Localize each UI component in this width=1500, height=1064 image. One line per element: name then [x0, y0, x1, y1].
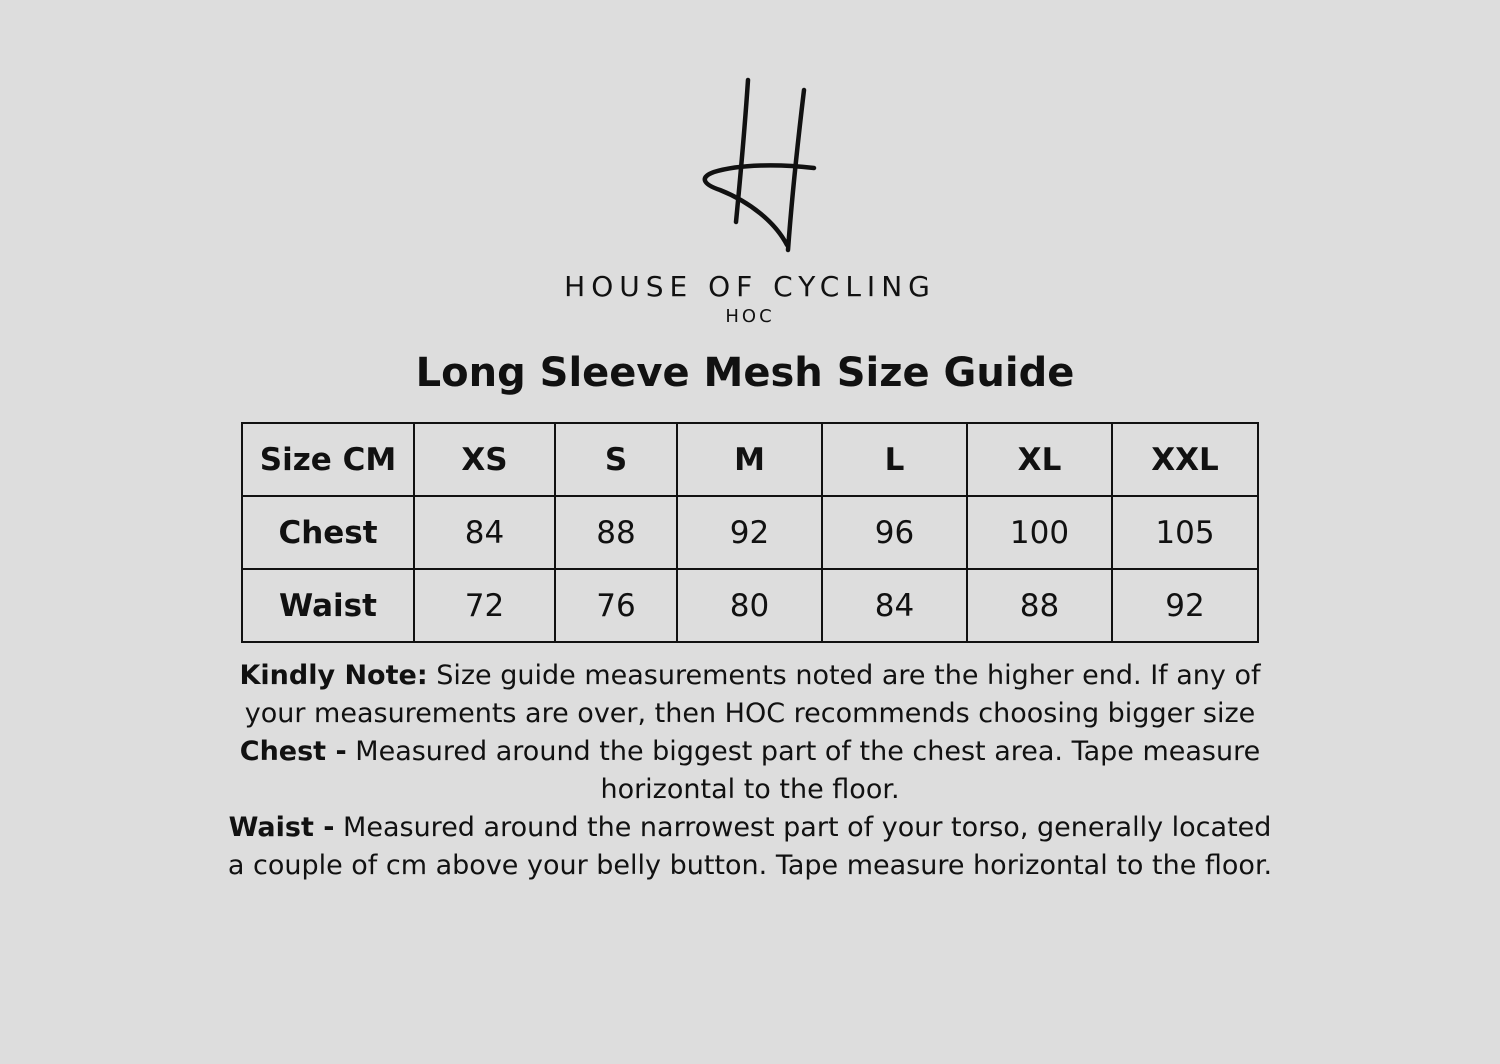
table-cell: 92	[1112, 569, 1258, 642]
table-cell: 88	[555, 496, 677, 569]
table-cell: 92	[677, 496, 822, 569]
table-cell: 76	[555, 569, 677, 642]
table-cell: 84	[822, 569, 967, 642]
brand-logo	[0, 70, 1500, 260]
header-cell-l: L	[822, 423, 967, 496]
table-row-waist	[242, 569, 1258, 642]
page-title: Long Sleeve Mesh Size Guide	[415, 350, 1075, 396]
size-table	[241, 422, 1259, 643]
header-cell-size-cm: Size CM	[242, 423, 414, 496]
waist-note-label: Waist -	[228, 812, 335, 843]
waist-note-text: Measured around the narrowest part of your torso, generally located a couple of cm above your belly button. Tape measure horizontal to the floor.	[227, 812, 1273, 881]
table-cell: 96	[822, 496, 967, 569]
chest-note	[225, 733, 1275, 809]
chest-note-text: Measured around the biggest part of the chest area. Tape measure horizontal to the floor.	[346, 736, 1261, 805]
chest-note-label: Chest -	[239, 736, 347, 767]
kindly-note-label: Kindly Note:	[239, 660, 428, 691]
size-notes	[225, 657, 1275, 885]
row-label-waist: Waist	[242, 569, 414, 642]
header-cell-xxl: XXL	[1112, 423, 1258, 496]
table-cell: 100	[967, 496, 1112, 569]
table-row-chest	[242, 496, 1258, 569]
table-cell: 72	[414, 569, 555, 642]
table-header-row	[242, 423, 1258, 496]
table-cell: 105	[1112, 496, 1258, 569]
table-cell: 84	[414, 496, 555, 569]
kindly-note	[225, 657, 1275, 733]
row-label-chest: Chest	[242, 496, 414, 569]
header-cell-xs: XS	[414, 423, 555, 496]
table-cell: 88	[967, 569, 1112, 642]
waist-note	[225, 809, 1275, 885]
header-cell-xl: XL	[967, 423, 1112, 496]
h-monogram-icon	[680, 70, 820, 260]
kindly-note-text: Size guide measurements noted are the higher end. If any of your measurements are over, then HOC recommends choosing bigger size	[244, 660, 1261, 729]
brand-name: HOUSE OF CYCLING	[564, 270, 936, 303]
header-cell-s: S	[555, 423, 677, 496]
brand-abbreviation: HOC	[725, 306, 775, 327]
table-cell: 80	[677, 569, 822, 642]
header-cell-m: M	[677, 423, 822, 496]
